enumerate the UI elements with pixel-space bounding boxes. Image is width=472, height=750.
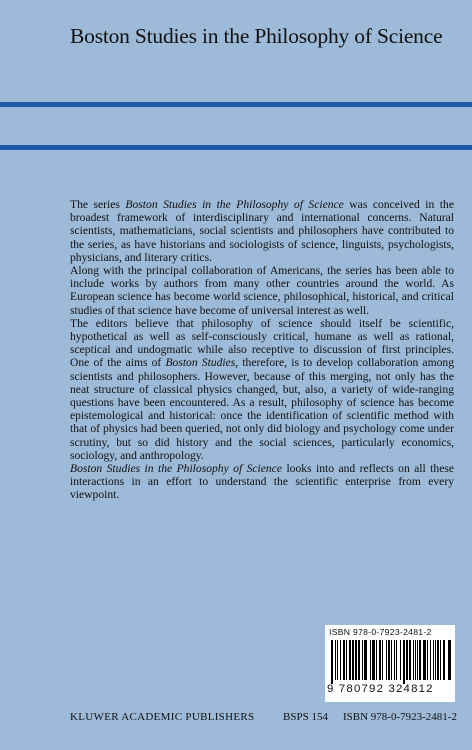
barcode-bar xyxy=(335,640,336,680)
barcode-bar xyxy=(391,640,392,680)
description-paragraph-4: Boston Studies in the Philosophy of Science looks into and reflects on all these interactions in an effort to understand the scientific enterprise from every viewpoint. xyxy=(70,462,454,502)
barcode-bar xyxy=(331,640,333,684)
barcode-bar xyxy=(349,640,351,680)
series-title: Boston Studies in the Philosophy of Science xyxy=(70,24,443,48)
publisher-name: KLUWER ACADEMIC PUBLISHERS xyxy=(70,711,255,723)
barcode-bar xyxy=(386,640,387,680)
description-paragraph-1: The series Boston Studies in the Philosophy of Science was conceived in the broadest framework of interdisciplinary and international concerns. Natural scientists, mathematicians, social scientists and philosophers have contributed to the series, as have historians and sociologists of science, linguists, psychologists, physicians, and literary critics. xyxy=(70,198,454,264)
bottom-blue-rule xyxy=(0,145,472,150)
barcode-bar xyxy=(400,640,401,680)
barcode-bar xyxy=(403,640,405,684)
barcode-bar xyxy=(427,640,428,680)
barcode-bar xyxy=(396,640,397,680)
barcode-bar xyxy=(370,640,371,680)
barcode-bar xyxy=(433,640,434,680)
footer-isbn: ISBN 978-0-7923-2481-2 xyxy=(343,711,457,723)
barcode-bar xyxy=(362,640,363,680)
barcode-isbn-label: ISBN 978-0-7923-2481-2 xyxy=(329,627,432,637)
barcode-bar xyxy=(413,640,414,680)
barcode-bar xyxy=(440,640,441,680)
barcode-bar xyxy=(343,640,345,680)
barcode-bar xyxy=(382,640,383,680)
barcode-bar xyxy=(448,640,451,680)
series-name-italic: Boston Studies in the Philosophy of Science xyxy=(70,462,283,476)
barcode-bar xyxy=(346,640,347,680)
series-number: BSPS 154 xyxy=(283,711,328,723)
barcode-bar xyxy=(435,640,436,680)
barcode-bar xyxy=(443,640,445,680)
barcode-bars xyxy=(329,640,451,684)
description-paragraph-2: Along with the principal collaboration of Americans, the series has been able to include works by authors from many other countries around the world. As European science has become world science, philosophical, historical, and critical studies of that science have become of universal interest as well. xyxy=(70,264,454,317)
series-short-name-italic: Boston Studies, xyxy=(165,356,239,370)
barcode-bar xyxy=(437,640,439,680)
barcode-bar xyxy=(372,640,375,680)
barcode-bar xyxy=(352,640,354,680)
series-description xyxy=(70,198,454,502)
barcode-bar xyxy=(419,640,421,680)
barcode-bar xyxy=(379,640,381,680)
barcode-bar xyxy=(406,640,408,680)
barcode-bar xyxy=(388,640,390,680)
barcode-digits: 9 780792 324812 xyxy=(327,683,434,695)
barcode-bar xyxy=(364,640,367,680)
barcode-bar xyxy=(358,640,360,680)
barcode-bar xyxy=(409,640,411,680)
barcode-bar xyxy=(337,640,338,680)
barcode-bar xyxy=(430,640,431,680)
barcode-bar xyxy=(394,640,395,680)
barcode-bar xyxy=(417,640,418,680)
description-paragraph-3: The editors believe that philosophy of science should itself be scientific, hypothetical as well as self-consciously critical, humane as well as rational, sceptical and undogmatic while also receptive to discussion of first principles. One of the aims of Boston Studies, therefore, is to develop collaboration among scientists and philosophers. However, because of this merging, not only has the neat structure of classical physics changed, but, also, a variety of wide-ranging questions have been encountered. As a result, philosophy of science has become epistemological and historical: once the identification of scientific method with that of physics had been queried, not only did biology and psychology come under scrutiny, but so did history and the social sciences, particularly economics, sociology, and anthropology. xyxy=(70,316,454,462)
barcode-bar xyxy=(423,640,426,680)
barcode-bar xyxy=(340,640,341,680)
barcode-bar xyxy=(415,640,416,680)
barcode-bar xyxy=(376,640,377,680)
series-name-italic: Boston Studies in the Philosophy of Science xyxy=(125,198,344,211)
top-blue-rule xyxy=(0,102,472,107)
barcode-bar xyxy=(355,640,357,680)
barcode-block xyxy=(325,625,455,702)
